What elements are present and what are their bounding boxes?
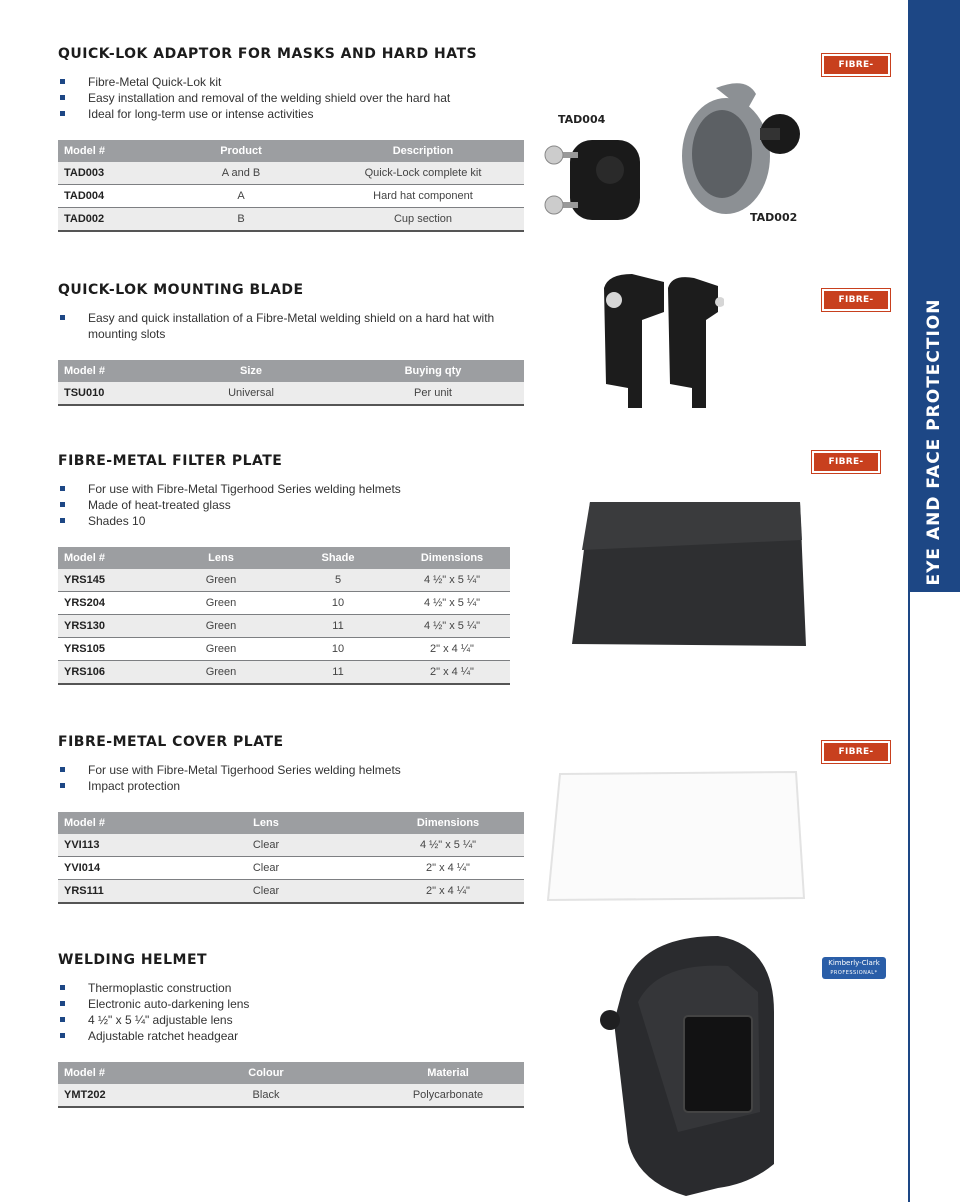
spec-table	[58, 140, 524, 232]
table-row	[58, 208, 524, 232]
spec-table	[58, 1062, 524, 1108]
bullet-item	[58, 778, 524, 794]
bullet-square-icon	[60, 518, 65, 523]
column-header: Buying qty	[342, 360, 524, 382]
table-cell: A and B	[160, 162, 322, 185]
table-cell: YRS130	[58, 615, 160, 638]
bullet-item	[58, 106, 524, 122]
table-cell: 10	[282, 638, 394, 661]
table-cell: TSU010	[58, 382, 160, 405]
section-title: FIBRE-METAL COVER PLATE	[58, 734, 284, 750]
table-cell: Universal	[160, 382, 342, 405]
column-header: Material	[372, 1062, 524, 1084]
column-header: Product	[160, 140, 322, 162]
quick-lok-mounting-blade-image	[598, 268, 724, 412]
table-cell: 11	[282, 615, 394, 638]
table-row	[58, 592, 510, 615]
table-cell: A	[160, 185, 322, 208]
table-cell: Black	[160, 1084, 372, 1107]
table-row	[58, 382, 524, 405]
side-tab-rule	[908, 592, 960, 1202]
welding-helmet-image	[598, 932, 782, 1200]
bullet-square-icon	[60, 985, 65, 990]
fibre-metal-logo: FIBRE-METAL	[812, 451, 880, 473]
bullet-text: Impact protection	[88, 779, 181, 793]
column-header: Description	[322, 140, 524, 162]
bullet-item	[58, 90, 524, 106]
section-mounting-blade	[58, 282, 524, 406]
table-row	[58, 661, 510, 685]
table-cell: YRS204	[58, 592, 160, 615]
table-cell: 2" x 4 ¼"	[372, 857, 524, 880]
kimberly-clark-logo	[822, 957, 886, 979]
bullet-item	[58, 1012, 524, 1028]
table-header-row	[58, 140, 524, 162]
spec-table	[58, 547, 510, 685]
table-cell: Per unit	[342, 382, 524, 405]
table-cell: YVI113	[58, 834, 160, 857]
bullet-text: Thermoplastic construction	[88, 981, 232, 995]
table-cell: Green	[160, 615, 282, 638]
bullet-square-icon	[60, 1001, 65, 1006]
table-row	[58, 615, 510, 638]
quick-lok-hard-hat-component-image	[540, 130, 660, 230]
table-cell: 10	[282, 592, 394, 615]
column-header: Model #	[58, 140, 160, 162]
column-header: Model #	[58, 360, 160, 382]
bullet-text: Easy and quick installation of a Fibre-Metal welding shield on a hard hat with mounting slots	[88, 311, 495, 341]
cover-plate-image	[546, 770, 806, 902]
section-title: FIBRE-METAL FILTER PLATE	[58, 453, 283, 469]
bullet-text: For use with Fibre-Metal Tigerhood Series welding helmets	[88, 763, 401, 777]
section-title: QUICK-LOK MOUNTING BLADE	[58, 282, 304, 298]
filter-plate-image	[568, 500, 808, 648]
bullet-item	[58, 762, 524, 778]
bullet-item	[58, 481, 510, 497]
column-header: Model #	[58, 812, 160, 834]
bullet-text: Fibre-Metal Quick-Lok kit	[88, 75, 222, 89]
bullet-square-icon	[60, 783, 65, 788]
table-cell: TAD004	[58, 185, 160, 208]
table-cell: YVI014	[58, 857, 160, 880]
bullet-item	[58, 980, 524, 996]
bullet-list	[58, 980, 524, 1044]
bullet-text: Easy installation and removal of the welding shield over the hard hat	[88, 91, 451, 105]
table-cell: Green	[160, 592, 282, 615]
table-cell: B	[160, 208, 322, 232]
table-cell: YRS145	[58, 569, 160, 592]
table-cell: YRS106	[58, 661, 160, 685]
table-cell: 4 ½" x 5 ¼"	[372, 834, 524, 857]
bullet-square-icon	[60, 1017, 65, 1022]
table-header-row	[58, 812, 524, 834]
table-cell: YRS111	[58, 880, 160, 904]
fibre-metal-logo: FIBRE-METAL	[822, 289, 890, 311]
bullet-list	[58, 74, 524, 122]
column-header: Colour	[160, 1062, 372, 1084]
column-header: Dimensions	[394, 547, 510, 569]
side-tab-label: EYE AND FACE PROTECTION	[924, 298, 944, 586]
section-welding-helmet	[58, 952, 524, 1108]
section-filter-plate	[58, 453, 510, 685]
table-cell: Clear	[160, 880, 372, 904]
bullet-square-icon	[60, 502, 65, 507]
table-cell: Clear	[160, 834, 372, 857]
table-cell: Clear	[160, 857, 372, 880]
table-cell: 4 ½" x 5 ¼"	[394, 592, 510, 615]
fibre-metal-logo: FIBRE-METAL	[822, 54, 890, 76]
kimberly-clark-logo-text: Kimberly-Clark	[828, 959, 880, 967]
bullet-square-icon	[60, 95, 65, 100]
bullet-square-icon	[60, 1033, 65, 1038]
bullet-list	[58, 762, 524, 794]
table-cell: Green	[160, 569, 282, 592]
table-row	[58, 185, 524, 208]
column-header: Lens	[160, 547, 282, 569]
kimberly-clark-logo-subtext: PROFESSIONAL*	[830, 970, 878, 976]
table-cell: Hard hat component	[322, 185, 524, 208]
table-row	[58, 638, 510, 661]
table-header-row	[58, 547, 510, 569]
spec-table	[58, 812, 524, 904]
bullet-text: 4 ½" x 5 ¼" adjustable lens	[88, 1013, 233, 1027]
bullet-text: Made of heat-treated glass	[88, 498, 231, 512]
fibre-metal-logo: FIBRE-METAL	[822, 741, 890, 763]
column-header: Dimensions	[372, 812, 524, 834]
bullet-text: Ideal for long-term use or intense activities	[88, 107, 314, 121]
column-header: Size	[160, 360, 342, 382]
bullet-square-icon	[60, 315, 65, 320]
side-tab	[908, 0, 960, 1202]
bullet-item	[58, 74, 524, 90]
table-cell: YRS105	[58, 638, 160, 661]
table-cell: Cup section	[322, 208, 524, 232]
table-row	[58, 162, 524, 185]
bullet-list	[58, 310, 498, 342]
column-header: Model #	[58, 1062, 160, 1084]
table-row	[58, 569, 510, 592]
table-cell: 4 ½" x 5 ¼"	[394, 569, 510, 592]
bullet-item	[58, 513, 510, 529]
table-row	[58, 857, 524, 880]
column-header: Shade	[282, 547, 394, 569]
quick-lok-cup-section-image	[676, 74, 816, 220]
bullet-text: Adjustable ratchet headgear	[88, 1029, 239, 1043]
table-header-row	[58, 1062, 524, 1084]
bullet-square-icon	[60, 486, 65, 491]
table-cell: 4 ½" x 5 ¼"	[394, 615, 510, 638]
bullet-item	[58, 996, 524, 1012]
section-title: WELDING HELMET	[58, 952, 208, 968]
table-cell: TAD003	[58, 162, 160, 185]
table-cell: 5	[282, 569, 394, 592]
image-label-tad002: TAD002	[750, 211, 798, 224]
section-title: QUICK-LOK ADAPTOR FOR MASKS AND HARD HATS	[58, 46, 478, 62]
bullet-square-icon	[60, 79, 65, 84]
table-cell: TAD002	[58, 208, 160, 232]
table-cell: Polycarbonate	[372, 1084, 524, 1107]
table-cell: 2" x 4 ¼"	[394, 638, 510, 661]
bullet-text: For use with Fibre-Metal Tigerhood Series welding helmets	[88, 482, 401, 496]
bullet-item	[58, 310, 498, 342]
table-cell: 2" x 4 ¼"	[372, 880, 524, 904]
table-cell: Green	[160, 661, 282, 685]
bullet-list	[58, 481, 510, 529]
section-cover-plate	[58, 734, 524, 904]
bullet-item	[58, 497, 510, 513]
image-label-tad004: TAD004	[558, 113, 606, 126]
column-header: Model #	[58, 547, 160, 569]
bullet-square-icon	[60, 111, 65, 116]
table-row	[58, 880, 524, 904]
spec-table	[58, 360, 524, 406]
table-cell: 11	[282, 661, 394, 685]
bullet-text: Electronic auto-darkening lens	[88, 997, 250, 1011]
bullet-item	[58, 1028, 524, 1044]
section-adaptor	[58, 46, 524, 232]
table-row	[58, 834, 524, 857]
bullet-square-icon	[60, 767, 65, 772]
table-cell: Quick-Lock complete kit	[322, 162, 524, 185]
table-row	[58, 1084, 524, 1107]
table-header-row	[58, 360, 524, 382]
table-cell: YMT202	[58, 1084, 160, 1107]
table-cell: Green	[160, 638, 282, 661]
bullet-text: Shades 10	[88, 514, 146, 528]
column-header: Lens	[160, 812, 372, 834]
table-cell: 2" x 4 ¼"	[394, 661, 510, 685]
